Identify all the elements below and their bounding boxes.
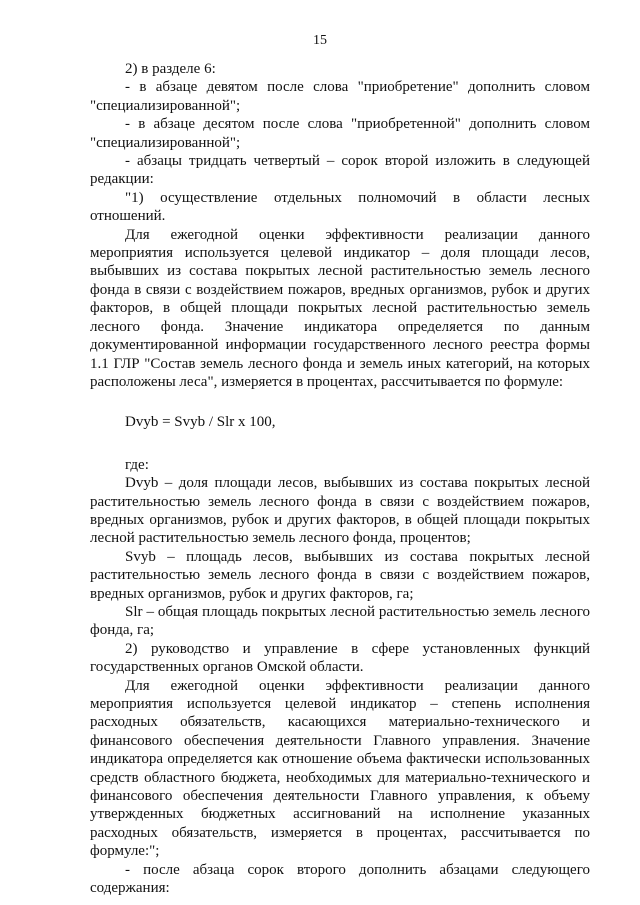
paragraph-management: 2) руководство и управление в сфере установленных функций государственных органов Омской области. <box>90 640 590 676</box>
paragraph-svyb-definition: Svyb – площадь лесов, выбывших из состава покрытых лесной растительностью земель лесного фонда в связи с воздействием пожаров, вредных организмов, рубок и других факторов, га; <box>90 548 590 602</box>
paragraph-amend-10: - в абзаце десятом после слова "приобретенной" дополнить словом "специализированной"; <box>90 116 590 151</box>
paragraph-section-6: 2) в разделе 6: <box>125 61 216 77</box>
paragraph-amend-34-42: - абзацы тридцать четвертый – сорок второй изложить в следующей редакции: <box>90 153 590 188</box>
paragraph-slr-definition: Slr – общая площадь покрытых лесной растительностью земель лесного фонда, га; <box>90 603 590 639</box>
paragraph-where: где: <box>125 456 149 473</box>
paragraph-management-indicator: Для ежегодной оценки эффективности реализации данного мероприятия используется целевой индикатор – степень исполнения расходных обязательств, касающихся материально-технического и финансового обеспечения деятельности Главного управления. Значение индикатора определяется как отношение объема фактически использованных средств областного бюджета, необходимых для материально-технического и финансового обеспечения деятельности Главного управления, к объему утвержденных бюджетных ассигнований на исполнение указанных расходных обязательств, измеряется в процентах, рассчитывается по формуле:"; <box>90 677 590 860</box>
page-number: 15 <box>313 33 327 48</box>
paragraph-forest-powers: "1) осуществление отдельных полномочий в области лесных отношений. <box>90 189 590 225</box>
formula-dvyb: Dvyb = Svyb / Slr x 100, <box>125 414 276 431</box>
document-body <box>90 60 590 897</box>
paragraph-forest-indicator: Для ежегодной оценки эффективности реализации данного мероприятия используется целевой индикатор – доля площади лесов, выбывших из состава покрытых лесной растительностью земель лесного фонда в связи с воздействием пожаров, вредных организмов, рубок и других факторов, в общей площади покрытых лесной растительностью земель лесного фонда. Значение индикатора определяется по данным документированной информации государственного лесного реестра формы 1.1 ГЛР "Состав земель лесного фонда и земель иных категорий, на которых расположены леса", измеряется в процентах, рассчитывается по формуле: <box>90 226 590 390</box>
paragraph-add-after-42: - после абзаца сорок второго дополнить абзацами следующего содержания: <box>90 861 590 897</box>
paragraph-amend-9: - в абзаце девятом после слова "приобретение" дополнить словом "специализированной"; <box>90 79 590 114</box>
paragraph-dvyb-definition: Dvyb – доля площади лесов, выбывших из состава покрытых лесной растительностью земель лесного фонда в связи с воздействием пожаров, вредных организмов, рубок и других факторов, в общей площади покрытых лесной растительностью земель лесного фонда, процентов; <box>90 475 590 547</box>
